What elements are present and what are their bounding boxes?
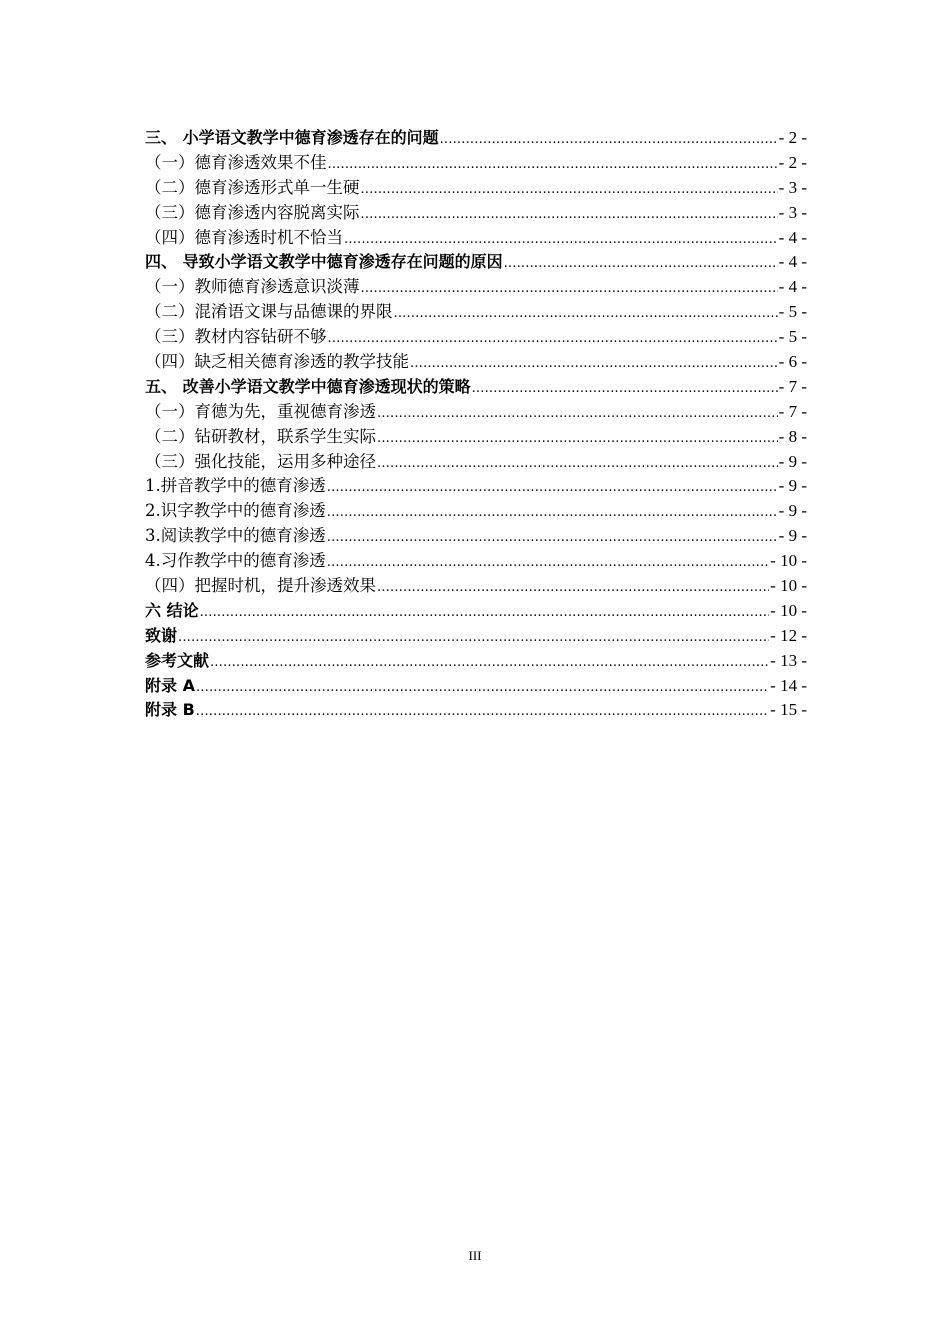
page-number-footer: III bbox=[468, 1248, 482, 1263]
toc-entry-page: - 7 - bbox=[778, 376, 807, 396]
toc-entry-title: （三）强化技能，运用多种途径 bbox=[145, 451, 376, 471]
dot-leader bbox=[327, 501, 778, 526]
dot-leader bbox=[328, 153, 778, 178]
toc-entry-page: - 4 - bbox=[778, 227, 807, 247]
toc-entry[interactable] bbox=[145, 425, 807, 450]
toc-entry[interactable] bbox=[145, 474, 807, 499]
toc-entry[interactable] bbox=[145, 375, 807, 400]
toc-entry[interactable] bbox=[145, 325, 807, 350]
dot-leader bbox=[196, 700, 769, 725]
dot-leader bbox=[361, 277, 778, 302]
toc-entry[interactable] bbox=[145, 300, 807, 325]
toc-entry[interactable] bbox=[145, 499, 807, 524]
toc-entry-page: - 15 - bbox=[770, 700, 807, 720]
toc-entry-title: （二）混淆语文课与品德课的界限 bbox=[145, 302, 393, 322]
toc-entry-page: - 9 - bbox=[778, 451, 807, 471]
dot-leader bbox=[328, 327, 778, 352]
toc-entry-title: 3.阅读教学中的德育渗透 bbox=[145, 526, 326, 546]
toc-entry[interactable] bbox=[145, 250, 807, 275]
toc-entry-page: - 5 - bbox=[778, 327, 807, 347]
toc-entry[interactable] bbox=[145, 201, 807, 226]
dot-leader bbox=[327, 526, 778, 551]
toc-entry-page: - 2 - bbox=[778, 128, 807, 147]
toc-entry[interactable] bbox=[145, 549, 807, 574]
toc-entry[interactable] bbox=[145, 649, 807, 674]
toc-entry-title: 1.拼音教学中的德育渗透 bbox=[145, 476, 326, 496]
dot-leader bbox=[200, 601, 770, 626]
toc-entry-page: - 9 - bbox=[778, 476, 807, 496]
toc-entry-title: 附录 A bbox=[145, 675, 195, 695]
dot-leader bbox=[377, 427, 778, 452]
toc-entry-page: - 9 - bbox=[778, 526, 807, 546]
toc-entry-title: （一）教师德育渗透意识淡薄 bbox=[145, 277, 360, 297]
toc-entry-title: 五、 改善小学语文教学中德育渗透现状的策略 bbox=[145, 376, 471, 396]
toc-entry-page: - 2 - bbox=[778, 152, 807, 172]
toc-entry-page: - 3 - bbox=[778, 177, 807, 197]
toc-entry-page: - 13 - bbox=[770, 650, 807, 670]
toc-entry-title: 2.识字教学中的德育渗透 bbox=[145, 501, 326, 521]
dot-leader bbox=[504, 252, 778, 277]
toc-entry-title: （三）教材内容钻研不够 bbox=[145, 327, 327, 347]
toc-entry-page: - 5 - bbox=[778, 302, 807, 322]
dot-leader bbox=[361, 203, 778, 228]
toc-entry-page: - 9 - bbox=[778, 501, 807, 521]
toc-entry[interactable] bbox=[145, 151, 807, 176]
dot-leader bbox=[178, 626, 769, 651]
toc-entry-page: - 12 - bbox=[770, 625, 807, 645]
toc-entry[interactable] bbox=[145, 275, 807, 300]
toc-entry-title: （一）育德为先，重视德育渗透 bbox=[145, 401, 376, 421]
toc-entry-title: 三、 小学语文教学中德育渗透存在的问题 bbox=[145, 128, 439, 147]
toc-entry[interactable] bbox=[145, 524, 807, 549]
toc-entry-title: （三）德育渗透内容脱离实际 bbox=[145, 202, 360, 222]
dot-leader bbox=[377, 402, 778, 427]
toc-entry[interactable] bbox=[145, 574, 807, 599]
dot-leader bbox=[196, 676, 769, 701]
dot-leader bbox=[344, 228, 778, 253]
dot-leader bbox=[377, 452, 778, 477]
toc-entry-page: - 4 - bbox=[778, 252, 807, 272]
dot-leader bbox=[394, 302, 778, 327]
dot-leader bbox=[440, 128, 778, 153]
table-of-contents bbox=[145, 126, 807, 723]
toc-entry[interactable] bbox=[145, 698, 807, 723]
dot-leader bbox=[472, 377, 778, 402]
toc-entry[interactable] bbox=[145, 599, 807, 624]
toc-entry-title: 四、 导致小学语文教学中德育渗透存在问题的原因 bbox=[145, 252, 503, 272]
toc-entry[interactable] bbox=[145, 674, 807, 699]
toc-entry[interactable] bbox=[145, 350, 807, 375]
toc-entry[interactable] bbox=[145, 126, 807, 151]
toc-entry-title: （二）德育渗透形式单一生硬 bbox=[145, 177, 360, 197]
dot-leader bbox=[361, 178, 778, 203]
toc-entry-title: （二）钻研教材，联系学生实际 bbox=[145, 426, 376, 446]
toc-entry-page: - 14 - bbox=[770, 675, 807, 695]
toc-entry-title: （一）德育渗透效果不佳 bbox=[145, 152, 327, 172]
toc-entry-title: 附录 B bbox=[145, 700, 195, 720]
toc-entry-title: 六 结论 bbox=[145, 600, 199, 620]
toc-entry-page: - 8 - bbox=[778, 426, 807, 446]
toc-entry-page: - 10 - bbox=[770, 576, 807, 596]
toc-entry-page: - 3 - bbox=[778, 202, 807, 222]
toc-entry[interactable] bbox=[145, 624, 807, 649]
dot-leader bbox=[410, 352, 778, 377]
toc-entry-page: - 7 - bbox=[778, 401, 807, 421]
dot-leader bbox=[210, 651, 769, 676]
toc-entry-title: 致谢 bbox=[145, 625, 178, 645]
toc-entry[interactable] bbox=[145, 400, 807, 425]
toc-entry-title: 参考文献 bbox=[145, 650, 210, 670]
dot-leader bbox=[377, 576, 769, 601]
dot-leader bbox=[327, 476, 778, 501]
toc-entry-title: （四）把握时机，提升渗透效果 bbox=[145, 576, 376, 596]
toc-entry-page: - 10 - bbox=[770, 600, 807, 620]
toc-entry-title: 4.习作教学中的德育渗透 bbox=[145, 551, 326, 571]
toc-entry-page: - 6 - bbox=[778, 352, 807, 372]
toc-entry-page: - 10 - bbox=[770, 551, 807, 571]
toc-entry-page: - 4 - bbox=[778, 277, 807, 297]
toc-entry-title: （四）德育渗透时机不恰当 bbox=[145, 227, 343, 247]
toc-entry[interactable] bbox=[145, 450, 807, 475]
toc-entry-title: （四）缺乏相关德育渗透的教学技能 bbox=[145, 352, 409, 372]
toc-entry[interactable] bbox=[145, 176, 807, 201]
toc-entry[interactable] bbox=[145, 226, 807, 251]
dot-leader bbox=[327, 551, 769, 576]
